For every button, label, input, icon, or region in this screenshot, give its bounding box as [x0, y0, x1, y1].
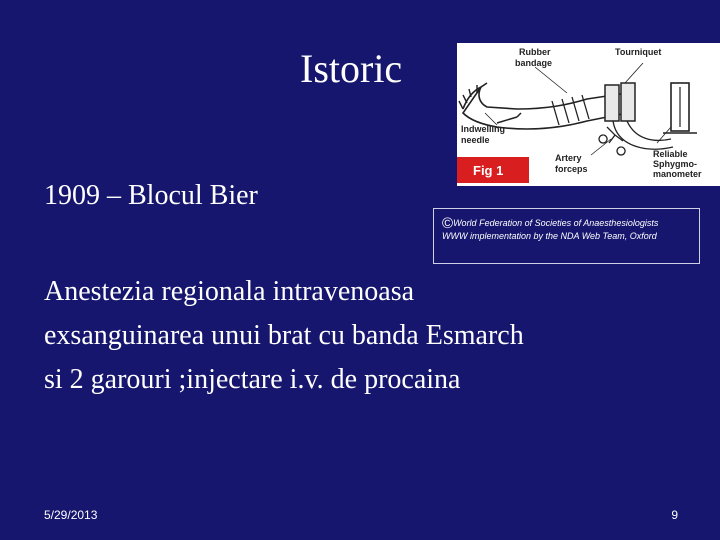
- label-needle: needle: [461, 135, 490, 145]
- body-line-3: si 2 garouri ;injectare i.v. de procaina: [44, 364, 461, 395]
- page-number: 9: [671, 508, 678, 522]
- tourniquet-cuff-proximal: [621, 83, 635, 121]
- arm-tourniquet-drawing: [457, 43, 720, 186]
- label-forceps: forceps: [555, 164, 588, 174]
- label-indwelling: Indwelling: [461, 124, 505, 134]
- credit-line-1: [442, 217, 695, 230]
- label-sphygmo: Sphygmo-: [653, 159, 697, 169]
- credit-line-2: WWW implementation by the NDA Web Team, Oxford: [442, 231, 657, 241]
- credit-organization: World Federation of Societies of Anaesthesiologists: [453, 218, 659, 228]
- bier-block-illustration: [457, 43, 720, 186]
- slide-title: Istoric: [300, 46, 403, 91]
- label-artery: Artery: [555, 153, 582, 163]
- body-line-2: exsanguinarea unui brat cu banda Esmarch: [44, 320, 524, 351]
- label-reliable: Reliable: [653, 149, 688, 159]
- copyright-credit: [433, 208, 700, 264]
- label-rubber: Rubber: [519, 47, 551, 57]
- slide-subtitle: 1909 – Blocul Bier: [44, 180, 258, 211]
- tourniquet-cuff-distal: [605, 85, 619, 121]
- body-line-1: Anestezia regionala intravenoasa: [44, 276, 415, 307]
- artery-forceps: [599, 127, 625, 155]
- label-manometer: manometer: [653, 169, 702, 179]
- label-tourniquet: Tourniquet: [615, 47, 662, 57]
- slide-body: [44, 270, 524, 402]
- arm-outline: [463, 83, 627, 129]
- label-bandage: bandage: [515, 58, 553, 68]
- footer-date: 5/29/2013: [44, 508, 98, 522]
- copyright-symbol: ©: [442, 215, 454, 232]
- fig-badge-label: Fig 1: [473, 163, 504, 178]
